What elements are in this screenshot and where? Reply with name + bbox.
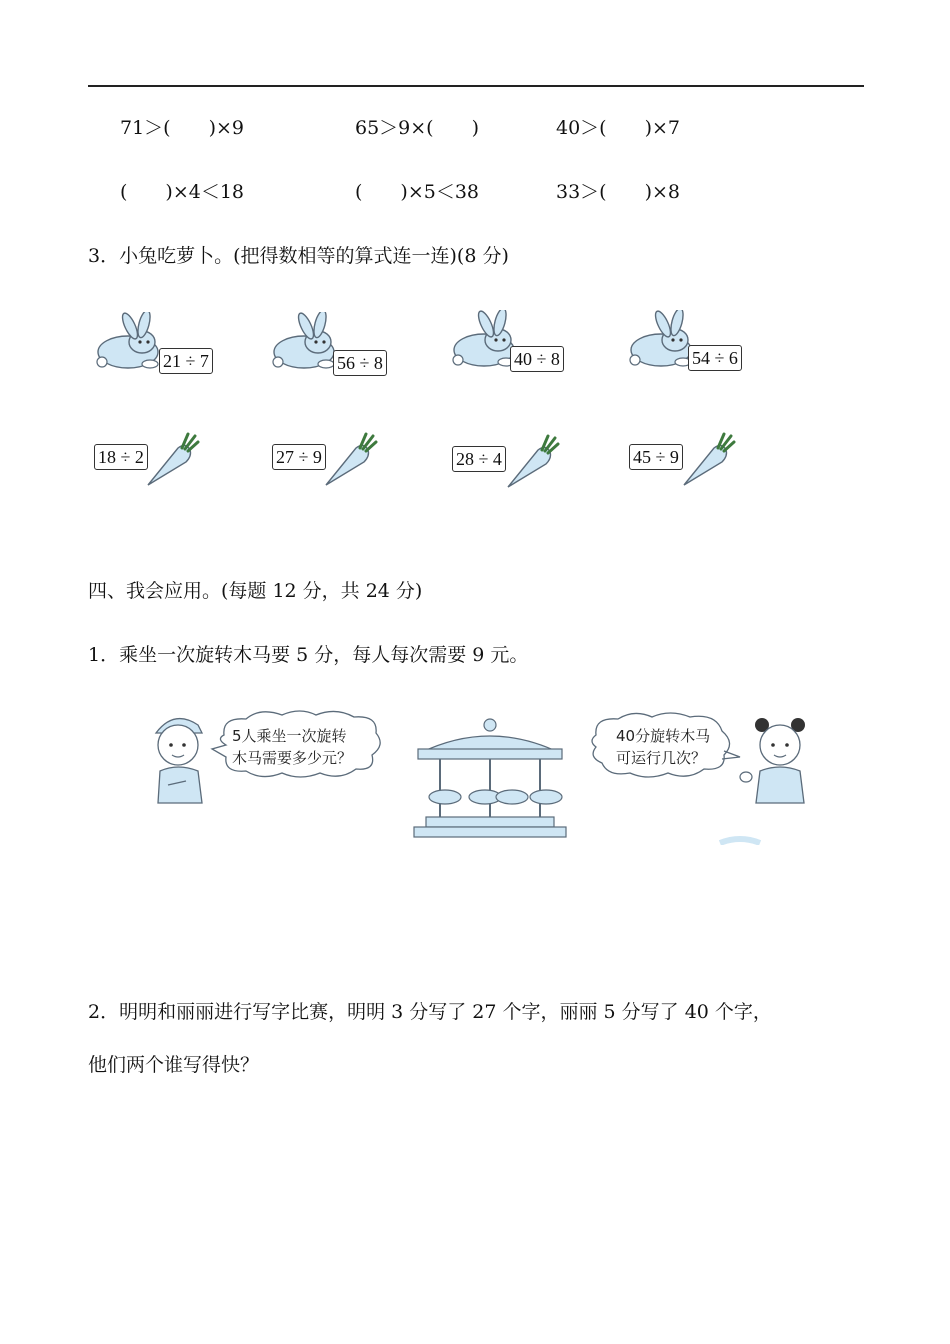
girl-figure: [740, 718, 805, 803]
carrot-icon: [140, 430, 250, 490]
problem-3: 40＞( )×7: [556, 117, 681, 139]
section-4-title: 四、我会应用。(每题 12 分，共 24 分): [88, 580, 423, 602]
problem-4: ( )×4＜18: [120, 181, 245, 203]
boy-figure: [156, 719, 202, 803]
carrot-expression-3: 28 ÷ 4: [452, 446, 506, 472]
problem-1: 71＞( )×9: [120, 117, 245, 139]
carrot-icon: [500, 432, 610, 492]
question-1-text: 1．乘坐一次旋转木马要 5 分，每人每次需要 9 元。: [88, 644, 529, 666]
rabbit-expression-4: 54 ÷ 6: [688, 345, 742, 371]
carrot-expression-2: 27 ÷ 9: [272, 444, 326, 470]
section-3-title: 3．小兔吃萝卜。(把得数相等的算式连一连)(8 分): [88, 245, 509, 267]
girl-bubble-line-1: 40分旋转木马: [616, 727, 711, 745]
carrot-expression-1: 18 ÷ 2: [94, 444, 148, 470]
boy-bubble-text: [232, 725, 352, 769]
carrot-icon: [318, 430, 428, 490]
girl-bubble-line-2: 可运行几次？: [616, 749, 707, 767]
problem-5: ( )×5＜38: [355, 181, 480, 203]
carousel: [414, 719, 566, 837]
girl-bubble-text: [616, 725, 710, 769]
carrot-icon: [676, 430, 786, 490]
boy-bubble-line-2: 木马需要多少元？: [232, 749, 353, 767]
carrot-expression-4: 45 ÷ 9: [629, 444, 683, 470]
question-2-line-2: 他们两个谁写得快？: [88, 1054, 260, 1076]
top-rule: [88, 85, 864, 87]
problem-6: 33＞( )×8: [556, 181, 681, 203]
problem-2: 65＞9×( ): [355, 117, 480, 139]
carousel-scene: [150, 705, 810, 845]
rabbit-expression-1: 21 ÷ 7: [159, 348, 213, 374]
question-2-line-1: 2．明明和丽丽进行写字比赛，明明 3 分写了 27 个字，丽丽 5 分写了 40 个字，: [88, 1001, 772, 1023]
boy-bubble-line-1: 5人乘坐一次旋转: [232, 727, 347, 745]
rabbit-expression-2: 56 ÷ 8: [333, 350, 387, 376]
rabbit-expression-3: 40 ÷ 8: [510, 346, 564, 372]
